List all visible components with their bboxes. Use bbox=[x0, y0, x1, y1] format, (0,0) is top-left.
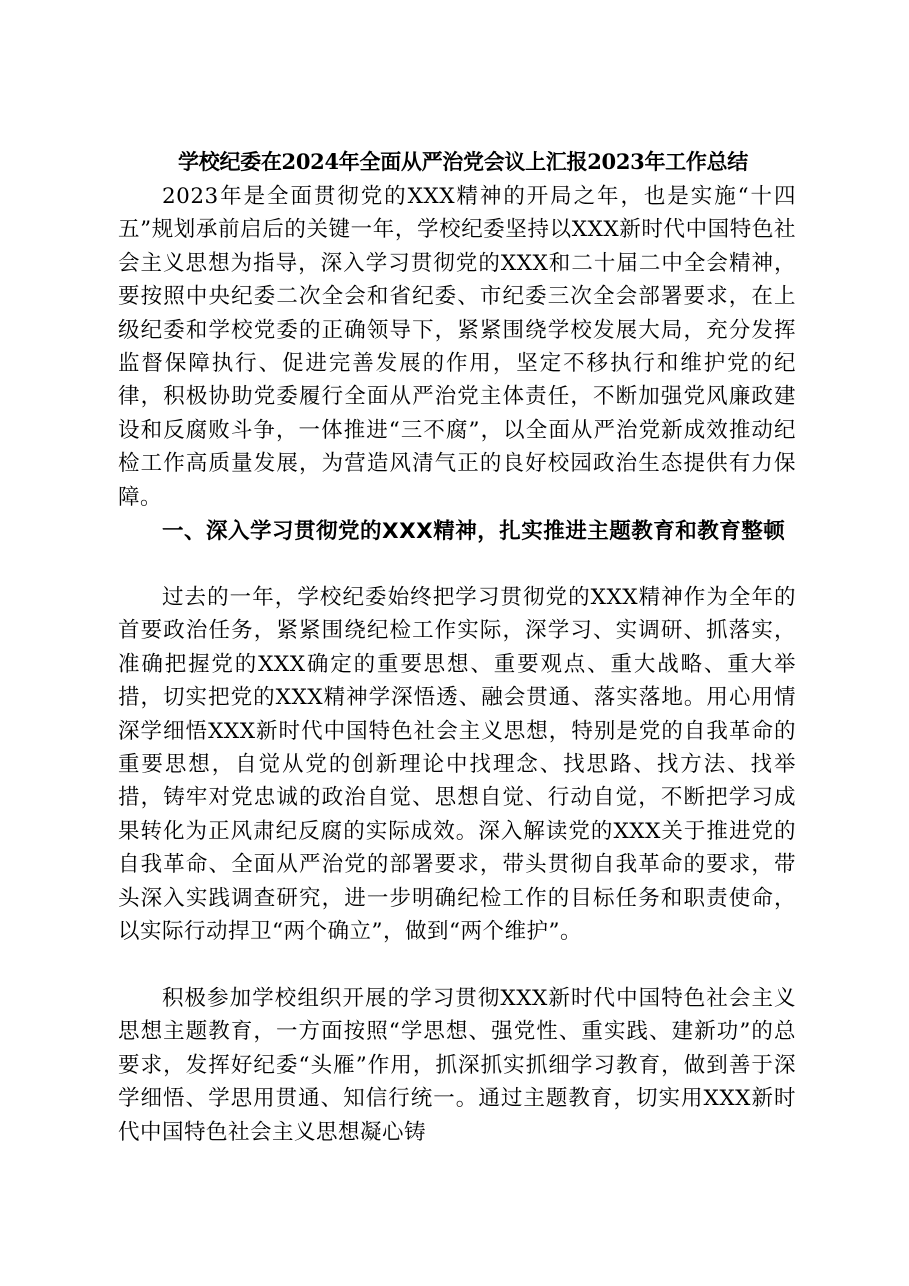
paragraph-theme-education: 积极参加学校组织开展的学习贯彻XXX新时代中国特色社会主义思想主题教育，一方面按照“学思想、强党性、重实践、建新功”的总要求，发挥好纪委“头雁”作用，抓深抓实抓细学习教育，做到善于深学细悟、学思用贯通、知信行统一。通过主题教育，切实用XXX新时代中国特色社会主义思想凝心铸 bbox=[118, 986, 796, 1145]
document-title: 学校纪委在2024年全面从严治党会议上汇报2023年工作总结 bbox=[178, 149, 748, 174]
paragraph-study: 过去的一年，学校纪委始终把学习贯彻党的XXX精神作为全年的首要政治任务，紧紧围绕纪检工作实际，深学习、实调研、抓落实，准确把握党的XXX确定的重要思想、重要观点、重大战略、重大举措，切实把党的XXX精神学深悟透、融会贯通、落实落地。用心用情深学细悟XXX新时代中国特色社会主义思想，特别是党的自我革命的重要思想，自觉从党的创新理论中找理念、找思路、找方法、找举措，铸牢对党忠诚的政治自觉、思想自觉、行动自觉，不断把学习成果转化为正风肃纪反腐的实际成效。深入解读党的XXX关于推进党的自我革命、全面从严治党的部署要求，带头贯彻自我革命的要求，带头深入实践调查研究，进一步明确纪检工作的目标任务和职责使命，以实际行动捍卫“两个确立”，做到“两个维护”。 bbox=[118, 585, 796, 945]
section-heading-1: 一、深入学习贯彻党的XXX精神，扎实推进主题教育和教育整顿 bbox=[162, 519, 786, 544]
paragraph-intro: 2023年是全面贯彻党的XXX精神的开局之年，也是实施“十四五”规划承前启后的关键一年，学校纪委坚持以XXX新时代中国特色社会主义思想为指导，深入学习贯彻党的XXX和二十届二中全会精神，要按照中央纪委二次全会和省纪委、市纪委三次全会部署要求，在上级纪委和学校党委的正确领导下，紧紧围绕学校发展大局，充分发挥监督保障执行、促进完善发展的作用，坚定不移执行和维护党的纪律，积极协助党委履行全面从严治党主体责任，不断加强党风廉政建设和反腐败斗争，一体推进“三不腐”，以全面从严治党新成效推动纪检工作高质量发展，为营造风清气正的良好校园政治生态提供有力保障。 bbox=[118, 184, 796, 510]
